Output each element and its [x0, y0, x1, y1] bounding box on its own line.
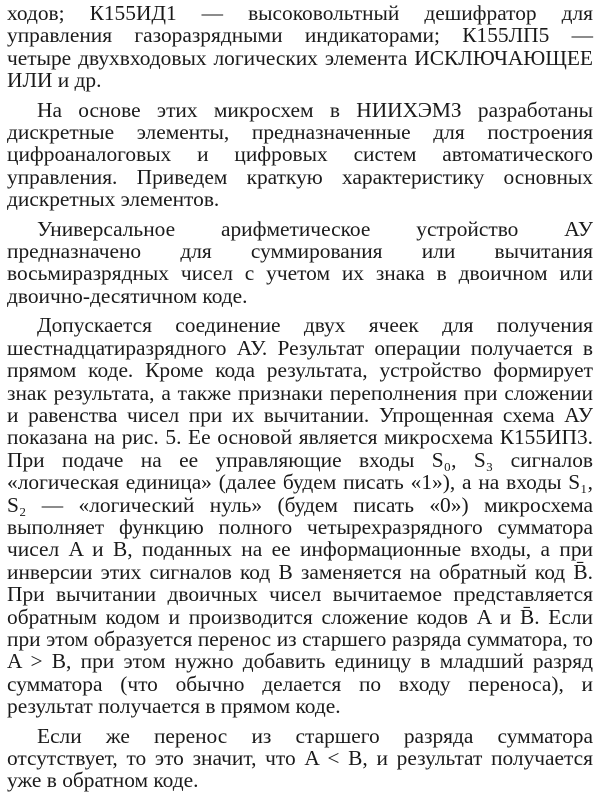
paragraph-no-carry: Если же перенос из старшего разряда сумматора отсутствует, то это значит, что A < B, и результат получается уже в обратном коде.: [7, 723, 593, 793]
paragraph-arithmetic-unit: Универсальное арифметическое устройство АУ предназначено для суммирования или вычитания восьмиразрядных чисел с учетом их знака в двоичном или двоично-десятичном коде.: [7, 216, 593, 308]
paragraph-intro: ходов; К155ИД1 — высоковольтный дешифратор для управления газоразрядными индикаторами; К155ЛП5 — четыре двухвходовых логических элемента ИСКЛЮЧАЮЩЕЕ ИЛИ и др.: [7, 1, 593, 93]
paragraph-discrete-elements: На основе этих микросхем в НИИХЭМЗ разработаны дискретные элементы, предназначенные для построения цифроаналоговых и цифровых систем автоматического управления. Приведем краткую характеристику основных дискретных элементов.: [7, 97, 593, 212]
paragraph-au-operation: Допускается соединение двух ячеек для получения шестнадцатиразрядного АУ. Результат операции получается в прямом коде. Кроме кода результата, устройство формирует знак результата, а также признаки переполнения при сложении и равенства чисел при их вычитании. Упрощенная схема АУ показана на рис. 5. Ее основой является микросхема К155ИП3. При подаче на ее управляющие входы S₀, S₃ сигналов «логическая единица» (далее будем писать «1»), а на входы S₁, S₂ — «логический нуль» (будем писать «0») микросхема выполняет функцию полного четырехразрядного сумматора чисел A и B, поданных на ее информационные входы, а при инверсии этих сигналов код B заменяется на обратный код B̄. При вычитании двоичных чисел вычитаемое представляется обратным кодом и производится сложение кодов A и B̄. Если при этом образуется перенос из старшего разряда сумматора, то A > B, при этом нужно добавить единицу в младший разряд сумматора (что обычно делается по входу переноса), и результат получается в прямом коде.: [7, 313, 593, 719]
